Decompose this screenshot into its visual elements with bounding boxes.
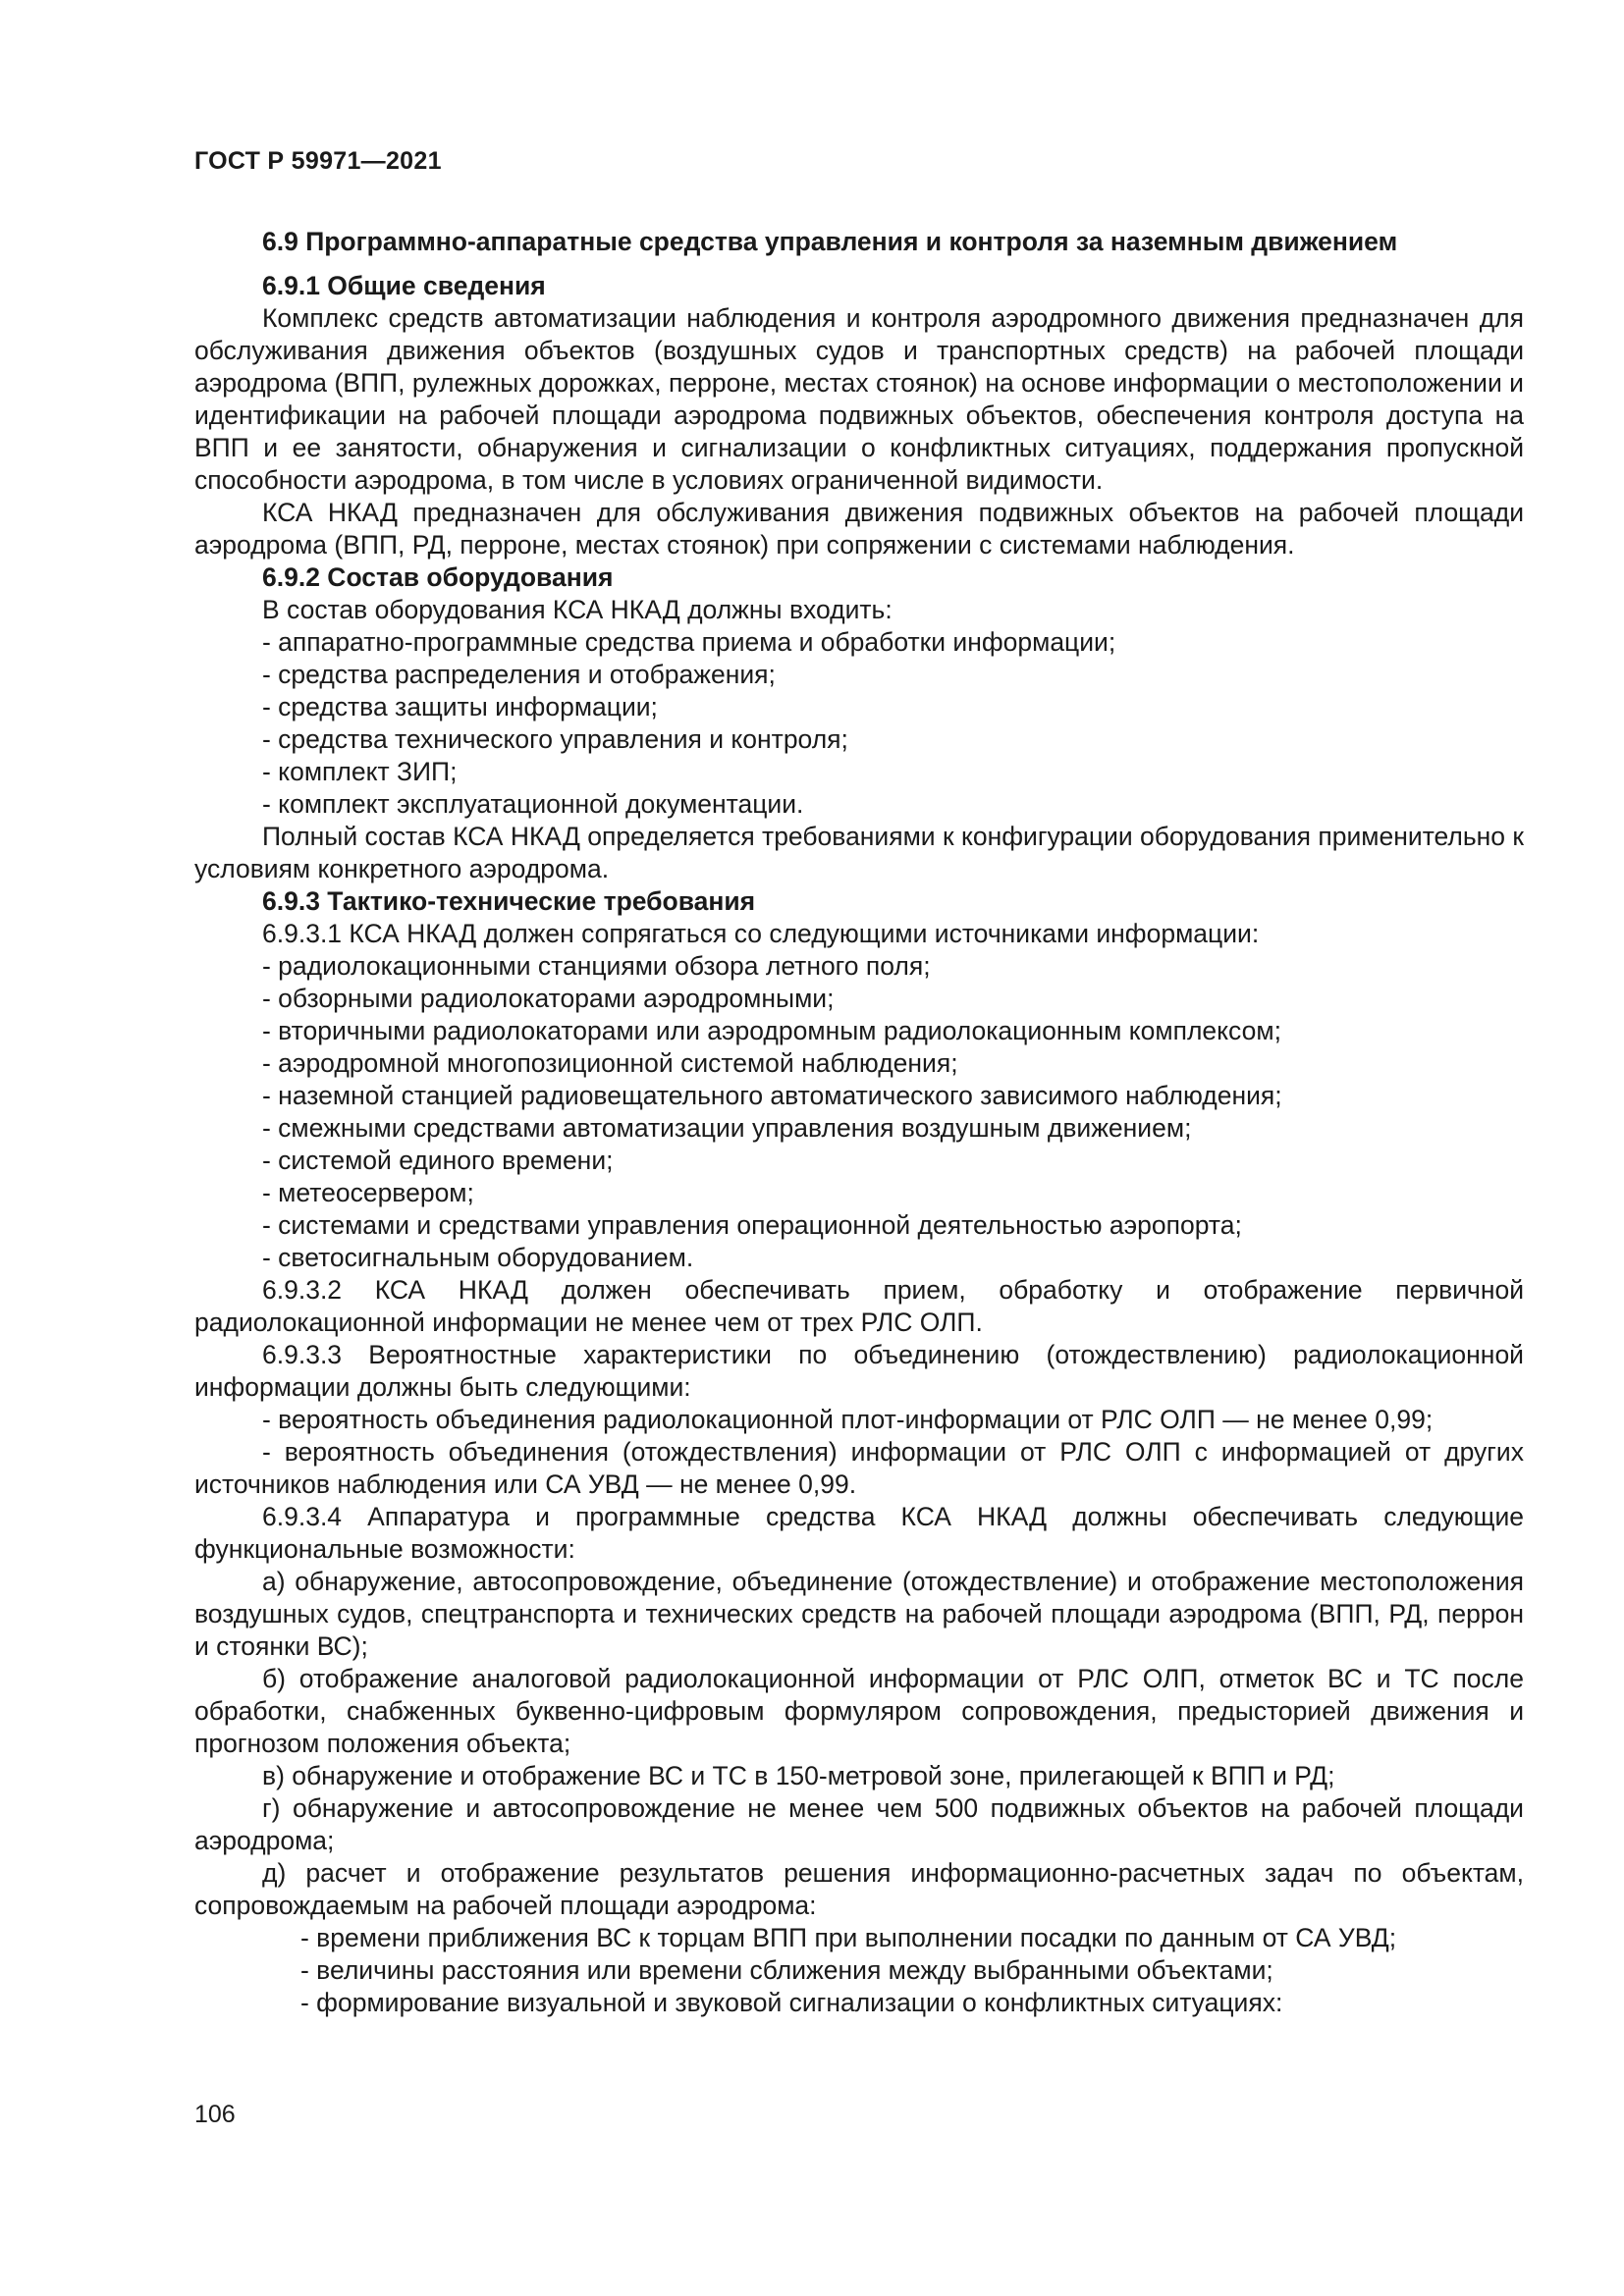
list-item: - аппаратно-программные средства приема и обработки информации; [262,627,1116,657]
paragraph: в) обнаружение и отображение ВС и ТС в 150-метровой зоне, прилегающей к ВПП и РД; [262,1761,1335,1790]
document-header: ГОСТ Р 59971—2021 [194,147,442,175]
list-item: - формирование визуальной и звуковой сигнализации о конфликтных ситуациях: [300,1988,1283,2017]
document-body [194,226,1524,2019]
subsection-heading-6-9-2: 6.9.2 Состав оборудования [262,562,614,592]
paragraph: Полный состав КСА НКАД определяется требованиями к конфигурации оборудования применительно к условиям конкретного аэродрома. [194,822,1524,883]
paragraph: В состав оборудования КСА НКАД должны входить: [262,595,893,624]
paragraph: Комплекс средств автоматизации наблюдения и контроля аэродромного движения предназначен для обслуживания движения объектов (воздушных судов и транспортных средств) на рабочей площади аэродрома (ВПП, рулежных дорожках, перроне, местах стоянок) на основе информации о местоположении и идентификации на рабочей площади аэродрома подвижных объектов, обеспечения контроля доступа на ВПП и ее занятости, обнаружения и сигнализации о конфликтных ситуациях, поддержания пропускной способности аэродрома, в том числе в условиях ограниченной видимости. [194,303,1524,495]
paragraph: д) расчет и отображение результатов решения информационно-расчетных задач по объектам, сопровождаемым на рабочей площади аэродрома: [194,1858,1524,1920]
paragraph: а) обнаружение, автосопровождение, объединение (отождествление) и отображение местоположения воздушных судов, спецтранспорта и технических средств на рабочей площади аэродрома (ВПП, РД, перрон и стоянки ВС); [194,1567,1524,1661]
list-item: - средства распределения и отображения; [262,660,776,689]
list-item: - радиолокационными станциями обзора летного поля; [262,951,931,981]
section-heading-6-9: 6.9 Программно-аппаратные средства управления и контроля за наземным движением [262,227,1398,256]
paragraph: КСА НКАД предназначен для обслуживания движения подвижных объектов на рабочей площади аэродрома (ВПП, РД, перроне, местах стоянок) при сопряжении с системами наблюдения. [194,498,1524,560]
list-item: - метеосервером; [262,1178,474,1207]
paragraph: 6.9.3.2 КСА НКАД должен обеспечивать прием, обработку и отображение первичной радиолокационной информации не менее чем от трех РЛС ОЛП. [194,1275,1524,1337]
paragraph: - вероятность объединения (отождествления) информации от РЛС ОЛП с информацией от других источников наблюдения или СА УВД — не менее 0,99. [194,1437,1524,1499]
paragraph: 6.9.3.4 Аппаратура и программные средства КСА НКАД должны обеспечивать следующие функциональные возможности: [194,1502,1524,1564]
paragraph: 6.9.3.1 КСА НКАД должен сопрягаться со следующими источниками информации: [262,919,1260,948]
list-item: - аэродромной многопозиционной системой наблюдения; [262,1048,958,1078]
subsection-heading-6-9-1: 6.9.1 Общие сведения [262,271,546,300]
list-item: - средства защиты информации; [262,692,658,721]
list-item: - наземной станцией радиовещательного автоматического зависимого наблюдения; [262,1081,1282,1110]
list-item: - светосигнальным оборудованием. [262,1243,694,1272]
list-item: - смежными средствами автоматизации управления воздушным движением; [262,1113,1192,1143]
paragraph: 6.9.3.3 Вероятностные характеристики по объединению (отождествлению) радиолокационной информации должны быть следующими: [194,1340,1524,1402]
list-item: - вторичными радиолокаторами или аэродромным радиолокационным комплексом; [262,1016,1281,1045]
subsection-heading-6-9-3: 6.9.3 Тактико-технические требования [262,886,756,916]
paragraph: г) обнаружение и автосопровождение не менее чем 500 подвижных объектов на рабочей площади аэродрома; [194,1793,1524,1855]
list-item: - комплект ЗИП; [262,757,458,786]
list-item: - системами и средствами управления операционной деятельностью аэропорта; [262,1210,1242,1240]
list-item: - величины расстояния или времени сближения между выбранными объектами; [300,1955,1273,1985]
paragraph: - вероятность объединения радиолокационной плот-информации от РЛС ОЛП — не менее 0,99; [262,1405,1434,1434]
list-item: - обзорными радиолокаторами аэродромными; [262,984,835,1013]
list-item: - средства технического управления и контроля; [262,724,848,754]
page-number: 106 [194,2101,236,2128]
list-item: - комплект эксплуатационной документации. [262,789,804,819]
list-item: - системой единого времени; [262,1146,614,1175]
list-item: - времени приближения ВС к торцам ВПП при выполнении посадки по данным от СА УВД; [300,1923,1397,1952]
paragraph: б) отображение аналоговой радиолокационной информации от РЛС ОЛП, отметок ВС и ТС после обработки, снабженных буквенно-цифровым формуляром сопровождения, предысторией движения и прогнозом положения объекта; [194,1664,1524,1758]
